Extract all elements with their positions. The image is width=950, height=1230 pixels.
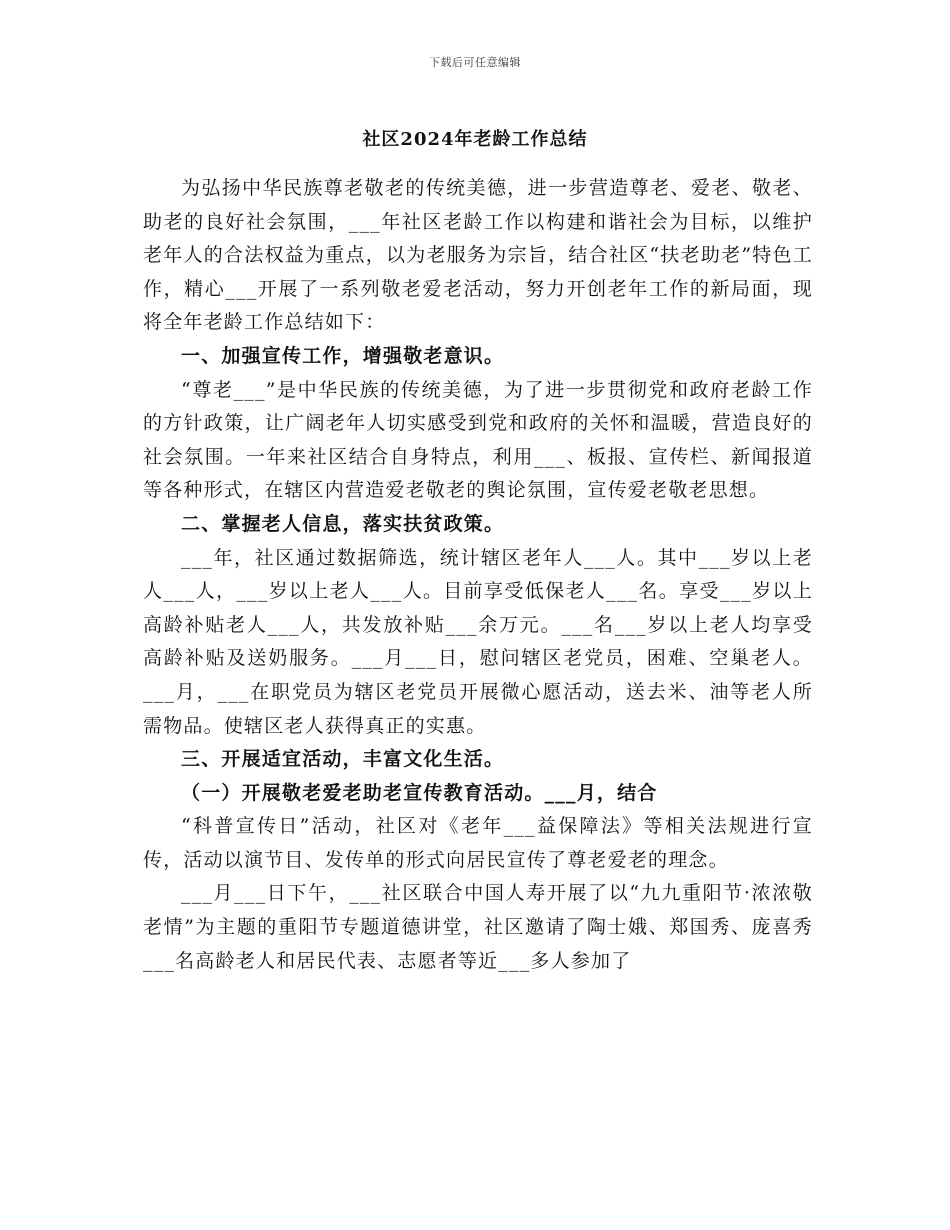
section-2-paragraph: ___年，社区通过数据筛选，统计辖区老年人___人。其中___岁以上老人___人，___岁以上老人___人。目前享受低保老人___名。享受___岁以上高龄补贴老人___人，共发放补贴___余万元。___名___岁以上老人均享受高龄补贴及送奶服务。___月___日，慰问辖区老党员，困难、空巢老人。___月，___在职党员为辖区老党员开展微心愿活动，送去米、油等老人所需物品。使辖区老人获得真正的实惠。 <box>143 546 813 737</box>
document-title: 社区2024年老龄工作总结 <box>362 129 588 150</box>
section-1-heading: 一、加强宣传工作，增强敬老意识。 <box>181 344 505 367</box>
section-2-heading: 二、掌握老人信息，落实扶贫政策。 <box>181 512 505 535</box>
document-body <box>143 172 813 978</box>
header-note: 下载后可任意编辑 <box>429 56 521 69</box>
section-3-heading: 三、开展适宜活动，丰富文化生活。 <box>181 748 505 771</box>
subsection-1-heading: （一）开展敬老爱老助老宣传教育活动。___月，结合 <box>181 781 658 804</box>
section-1-paragraph: “尊老___”是中华民族的传统美德，为了进一步贯彻党和政府老龄工作的方针政策，让广阔老年人切实感受到党和政府的关怀和温暖，营造良好的社会氛围。一年来社区结合自身特点，利用___、板报、宣传栏、新闻报道等各种形式，在辖区内营造爱老敬老的舆论氛围，宣传爱老敬老思想。 <box>143 378 813 502</box>
section-3-paragraph-2: ___月___日下午，___社区联合中国人寿开展了以“九九重阳节·浓浓敬老情”为主题的重阳节专题道德讲堂，社区邀请了陶士娥、郑国秀、庞喜秀___名高龄老人和居民代表、志愿者等近___多人参加了 <box>143 882 813 972</box>
intro-paragraph: 为弘扬中华民族尊老敬老的传统美德，进一步营造尊老、爱老、敬老、助老的良好社会氛围，___年社区老龄工作以构建和谐社会为目标，以维护老年人的合法权益为重点，以为老服务为宗旨，结合社区“扶老助老”特色工作，精心___开展了一系列敬老爱老活动，努力开创老年工作的新局面，现将全年老龄工作总结如下： <box>143 177 813 334</box>
subsection-1-paragraph: “科普宣传日”活动，社区对《老年___益保障法》等相关法规进行宣传，活动以演节目、发传单的形式向居民宣传了尊老爱老的理念。 <box>143 815 813 871</box>
